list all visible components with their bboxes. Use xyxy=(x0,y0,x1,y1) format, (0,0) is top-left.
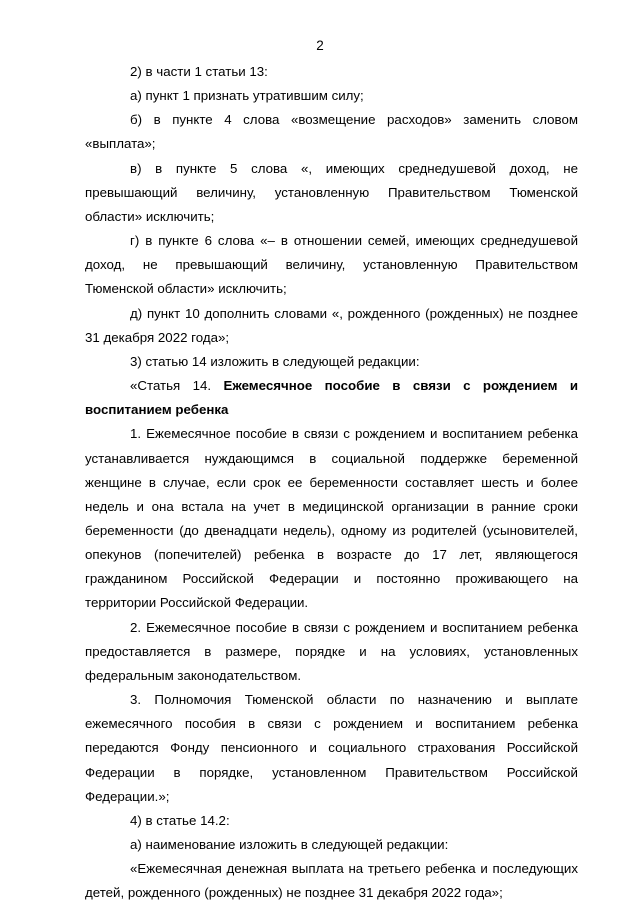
paragraph-item-g: г) в пункте 6 слова «– в отношении семей, имеющих среднедушевой доход, не превышающий величину, установленную Правительством Тюменской области» исключить; xyxy=(85,233,578,297)
paragraph-item-b: б) в пункте 4 слова «возмещение расходов» заменить словом «выплата»; xyxy=(85,112,578,152)
article-heading-prefix: «Статья 14. xyxy=(130,378,224,394)
document-body xyxy=(85,60,578,905)
article-heading-title: Ежемесячное пособие в связи с рождением и воспитанием ребенка xyxy=(85,378,578,418)
article-heading xyxy=(85,374,578,422)
article-paragraph-1: 1. Ежемесячное пособие в связи с рождением и воспитанием ребенка устанавливается нуждающимся в социальной поддержке беременной женщине в случае, если срок ее беременности составляет шесть и более недель и она встала на учет в медицинской организации в ранние сроки беременности (до двенадцати недель), одному из родителей (усыновителей, опекунов (попечителей) ребенка в возрасте до 17 лет, являющегося гражданином Российской Федерации и постоянно проживающего на территории Российской Федерации. xyxy=(85,426,578,611)
paragraph-item-a: а) пункт 1 признать утратившим силу; xyxy=(130,88,364,104)
page-number: 2 xyxy=(316,38,324,53)
paragraph-article-14-2: 4) в статье 14.2: xyxy=(130,812,230,828)
paragraph-article-14-intro: 3) статью 14 изложить в следующей редакции: xyxy=(130,353,420,369)
paragraph-part-1-article-13: 2) в части 1 статьи 13: xyxy=(130,64,268,79)
paragraph-title-change: а) наименование изложить в следующей редакции: xyxy=(130,837,449,852)
paragraph-item-v: в) в пункте 5 слова «, имеющих среднедушевой доход, не превышающий величину, установленную Правительством Тюменской области» исключить; xyxy=(85,160,578,224)
article-paragraph-2: 2. Ежемесячное пособие в связи с рождением и воспитанием ребенка предоставляется в размере, порядке и на условиях, установленных федеральным законодательством. xyxy=(85,619,578,683)
paragraph-new-title: «Ежемесячная денежная выплата на третьего ребенка и последующих детей, рожденного (рожденных) не позднее 31 декабря 2022 года»; xyxy=(85,861,578,901)
article-paragraph-3: 3. Полномочия Тюменской области по назначению и выплате ежемесячного пособия в связи с рождением и воспитанием ребенка передаются Фонду пенсионного и социального страхования Российской Федерации в порядке, установленном Правительством Российской Федерации.»; xyxy=(85,692,578,804)
paragraph-item-d: д) пункт 10 дополнить словами «, рожденного (рожденных) не позднее 31 декабря 2022 года»; xyxy=(85,305,578,345)
